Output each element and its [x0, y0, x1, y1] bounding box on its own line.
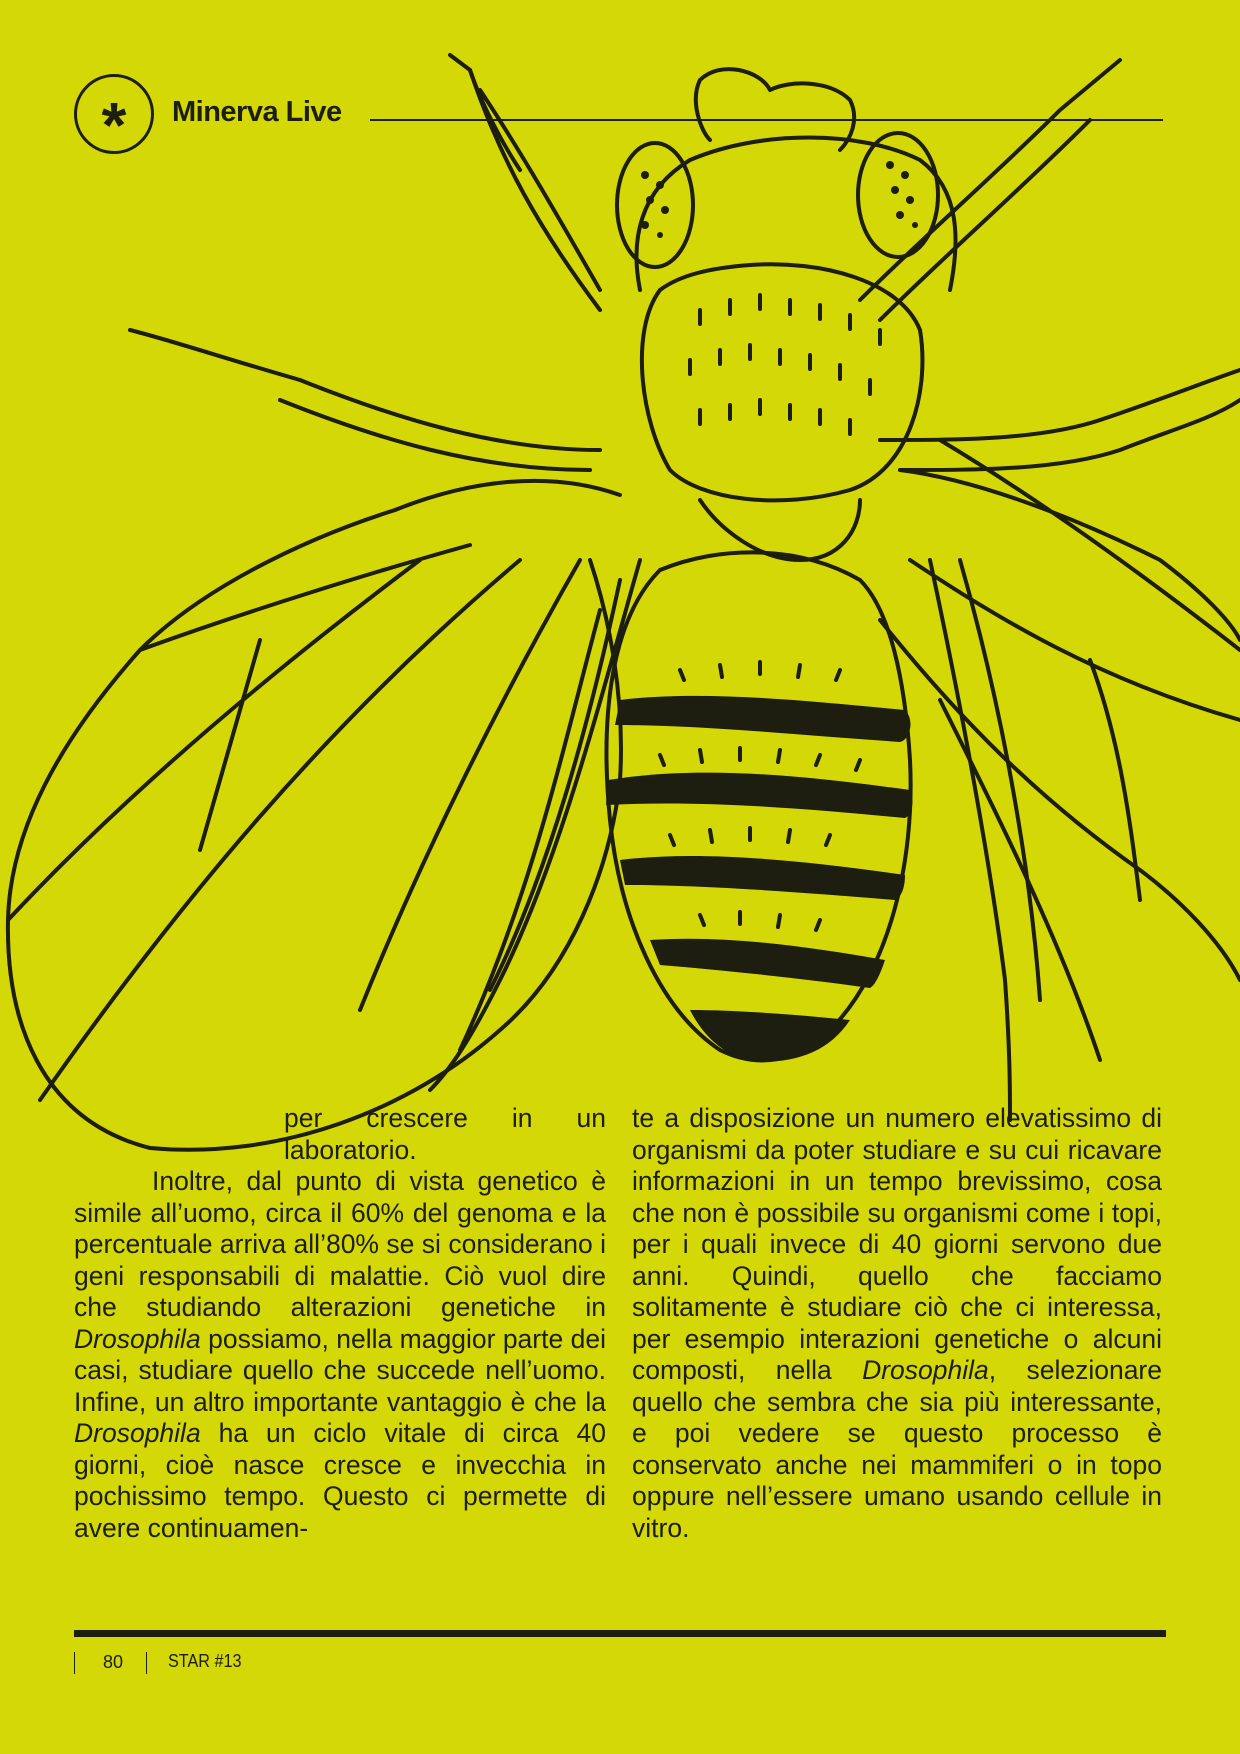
mid-left-leg	[130, 330, 600, 470]
article-text: possiamo, nella maggior parte dei casi, studiare quello che succede nell’uomo. Infine, un altro importante vantaggio è che la	[74, 1323, 606, 1417]
article-text: te a disposizione un numero elevatissimo di organismi da poter studiare e su cui ricavare informazioni in un tempo brevissimo, cosa che non è possibile su organismi come i topi, per i quali invece di 40 giorni servono due anni. Quindi, quello che facciamo solitamente è studiare ciò che ci interessa, per esempio interazioni genetiche o alcuni composti, nella	[632, 1103, 1162, 1385]
fly-thorax	[642, 264, 923, 500]
article-text: , selezionare quello che sembra che sia più interessante, e poi vedere se questo processo è conservato anche nei mammiferi o in topo oppure nell’essere umano usando cellule in vitro.	[632, 1355, 1162, 1543]
article-paragraph	[74, 1166, 606, 1544]
article-text: per crescere in un laboratorio.	[284, 1103, 606, 1165]
article-column-left	[74, 1103, 606, 1544]
abdomen-band	[615, 696, 910, 742]
page-number: 80	[103, 1652, 124, 1672]
article-italic-term: Drosophila	[74, 1418, 201, 1448]
article-text: Inoltre, dal punto di vista genetico è simile all’uomo, circa il 60% del genoma e la percentuale arriva all’80% se si considerano i geni responsabili di malattie. Ciò vuol dire che studiando alterazioni genetiche in	[74, 1166, 606, 1322]
hind-right-leg	[930, 560, 1040, 1120]
footer-separator	[146, 1652, 147, 1674]
article-italic-term: Drosophila	[74, 1323, 201, 1354]
article-paragraph	[632, 1103, 1162, 1544]
footer-separator	[74, 1652, 75, 1674]
eye-dots	[641, 161, 918, 238]
asterisk-icon: *	[101, 89, 127, 161]
section-title: Minerva Live	[172, 96, 342, 128]
article-paragraph	[74, 1103, 606, 1166]
article-italic-term: Drosophila	[862, 1355, 989, 1385]
article-column-right	[632, 1103, 1162, 1544]
footer-divider	[74, 1630, 1166, 1637]
front-left-leg	[450, 55, 600, 310]
mid-right-leg	[880, 370, 1240, 470]
article-text: ha un ciclo vitale di circa 40 giorni, cioè nasce cresce e invecchia in pochissimo tempo. Questo ci permette di avere continuamen-	[74, 1418, 606, 1543]
section-logo-asterisk-icon	[74, 74, 154, 161]
right-wing	[900, 470, 1240, 640]
header-divider	[370, 119, 1163, 121]
fly-head	[637, 138, 956, 291]
magazine-issue: STAR #13	[168, 1651, 242, 1671]
